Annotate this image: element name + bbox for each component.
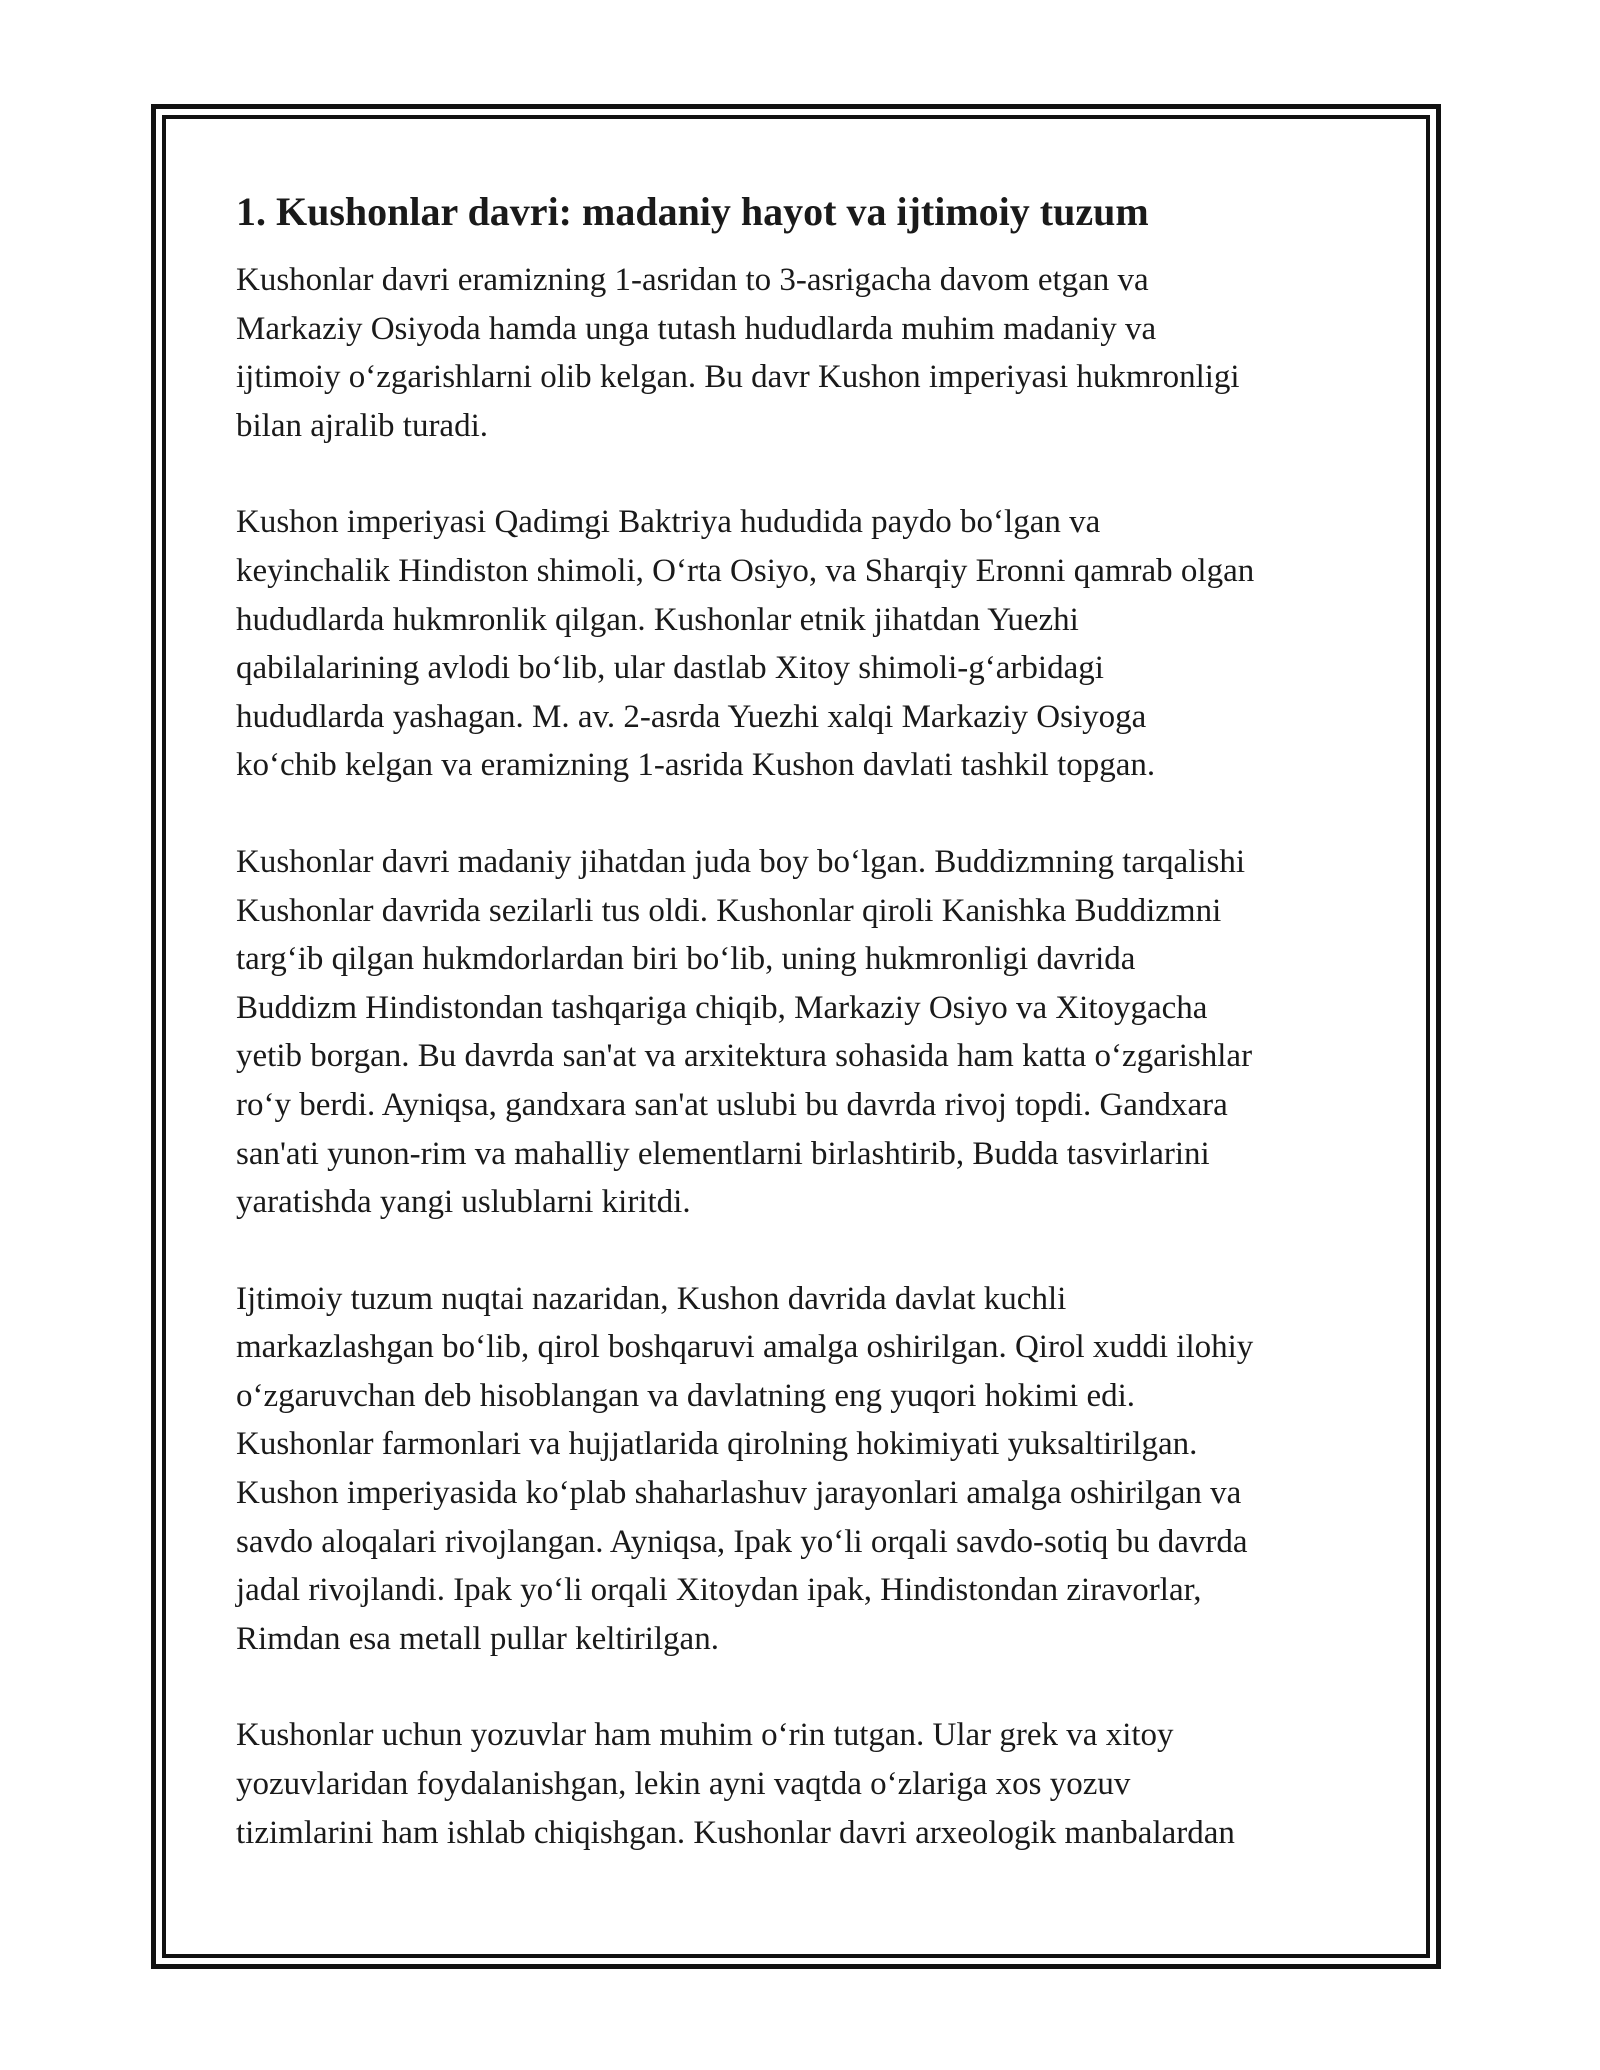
paragraph-line: markazlashgan bo‘lib, qirol boshqaruvi amalga oshirilgan. Qirol xuddi ilohiy bbox=[236, 1329, 1254, 1366]
paragraph-line: Kushonlar davri eramizning 1-asridan to 3-asrigacha davom etgan va bbox=[236, 262, 1149, 298]
paragraph-4 bbox=[236, 1275, 1376, 1664]
paragraph-line: Rimdan esa metall pullar keltirilgan. bbox=[236, 1620, 719, 1657]
paragraph-line: Buddizm Hindistondan tashqariga chiqib, Markaziy Osiyo va Xitoygacha bbox=[236, 989, 1208, 1026]
paragraph-line: hududlarda hukmronlik qilgan. Kushonlar etnik jihatdan Yuezhi bbox=[236, 601, 1079, 638]
paragraph-line: targ‘ib qilgan hukmdorlardan biri bo‘lib, uning hukmronligi davrida bbox=[236, 941, 1136, 978]
paragraph-line: Kushonlar davrida sezilarli tus oldi. Kushonlar qiroli Kanishka Buddizmni bbox=[236, 892, 1222, 929]
paragraph-line: yetib borgan. Bu davrda san'at va arxitektura sohasida ham katta o‘zgarishlar bbox=[236, 1038, 1253, 1075]
section-title: 1. Kushonlar davri: madaniy hayot va ijtimoiy tuzum bbox=[236, 189, 1149, 234]
paragraph-line: Kushon imperiyasida ko‘plab shaharlashuv jarayonlari amalga oshirilgan va bbox=[236, 1475, 1242, 1512]
paragraph-line: tizimlarini ham ishlab chiqishgan. Kushonlar davri arxeologik manbalardan bbox=[236, 1814, 1235, 1851]
paragraph-line: ro‘y berdi. Ayniqsa, gandxara san'at uslubi bu davrda rivoj topdi. Gandxara bbox=[236, 1086, 1228, 1123]
paragraph-line: Kushonlar farmonlari va hujjatlarida qirolning hokimiyati yuksaltirilgan. bbox=[236, 1426, 1198, 1463]
paragraph-line: qabilalarining avlodi bo‘lib, ular dastlab Xitoy shimoli-g‘arbidagi bbox=[236, 650, 1104, 687]
paragraph-line: san'ati yunon-rim va mahalliy elementlarni birlashtirib, Budda tasvirlarini bbox=[236, 1135, 1210, 1172]
paragraph-line: Kushonlar davri madaniy jihatdan juda boy bo‘lgan. Buddizmning tarqalishi bbox=[236, 843, 1246, 880]
paragraph-line: yozuvlaridan foydalanishgan, lekin ayni vaqtda o‘zlariga xos yozuv bbox=[236, 1766, 1131, 1803]
paragraph-line: Kushon imperiyasi Qadimgi Baktriya hududida paydo bo‘lgan va bbox=[236, 504, 1101, 541]
paragraph-line: yaratishda yangi uslublarni kiritdi. bbox=[236, 1184, 691, 1221]
paragraph-line: keyinchalik Hindiston shimoli, O‘rta Osiyo, va Sharqiy Eronni qamrab olgan bbox=[236, 552, 1255, 589]
paragraph-line: jadal rivojlandi. Ipak yo‘li orqali Xitoydan ipak, Hindistondan ziravorlar, bbox=[236, 1572, 1202, 1609]
paragraph-1 bbox=[236, 256, 1376, 450]
paragraph-line: hududlarda yashagan. M. av. 2-asrda Yuezhi xalqi Markaziy Osiyoga bbox=[236, 698, 1147, 735]
paragraph-3 bbox=[236, 838, 1376, 1227]
paragraph-line: savdo aloqalari rivojlangan. Ayniqsa, Ipak yo‘li orqali savdo-sotiq bu davrda bbox=[236, 1523, 1248, 1560]
paragraph-line: Markaziy Osiyoda hamda unga tutash hududlarda muhim madaniy va bbox=[236, 310, 1157, 347]
paragraph-line: Kushonlar uchun yozuvlar ham muhim o‘rin tutgan. Ular grek va xitoy bbox=[236, 1717, 1174, 1754]
document-body bbox=[236, 186, 1376, 1905]
paragraph-line: ijtimoiy o‘zgarishlarni olib kelgan. Bu davr Kushon imperiyasi hukmronligi bbox=[236, 359, 1240, 396]
paragraph-line: bilan ajralib turadi. bbox=[236, 407, 488, 444]
paragraph-2 bbox=[236, 498, 1376, 790]
paragraph-line: Ijtimoiy tuzum nuqtai nazaridan, Kushon davrida davlat kuchli bbox=[236, 1280, 1067, 1317]
paragraph-5 bbox=[236, 1711, 1376, 1857]
paragraph-line: o‘zgaruvchan deb hisoblangan va davlatning eng yuqori hokimi edi. bbox=[236, 1377, 1136, 1414]
paragraph-line: ko‘chib kelgan va eramizning 1-asrida Kushon davlati tashkil topgan. bbox=[236, 747, 1156, 784]
